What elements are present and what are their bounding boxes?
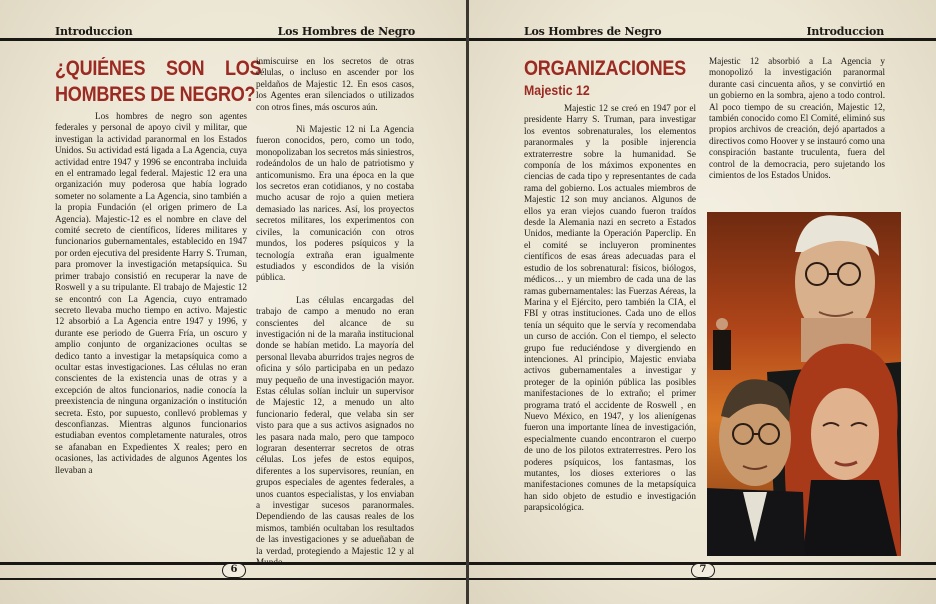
left-column-2 <box>256 56 414 568</box>
paragraph: Majestic 12 absorbió a La Agencia y monopolizó la investigación paranormal durante casi cincuenta años, y se convirtió en un gobierno en la sombra, ajeno a todo control. Al poco tiempo de su creación, Majestic 12, también conocido como El Comité, eliminó sus propios archivos de creación, dejó apartados a directivos como Hoover y se instauró como una conspiración bastante truculenta, fuera del control de la democracia, pero sujetando los cimientos de los Estados Unidos. <box>709 56 885 181</box>
section-subtitle: Majestic 12 <box>524 82 590 98</box>
page-title: ORGANIZACIONES <box>524 57 686 80</box>
right-column-1 <box>524 56 696 514</box>
header-book-title: Los Hombres de Negro <box>524 25 662 38</box>
footer-rule <box>469 578 936 580</box>
page-number: 7 <box>691 563 715 578</box>
paragraph: inmiscuirse en los secretos de otras células, o incluso en ascender por los peldaños de Majestic 12. En esos casos, los Agentes eran silenciados o utilizados con otros fines, más oscuros aún. <box>256 56 414 112</box>
right-column-2 <box>709 56 885 181</box>
illustration-art <box>707 212 901 556</box>
running-header <box>55 24 415 38</box>
paragraph: Los hombres de negro son agentes federales y personal de apoyo civil y militar, que investigan la actividad paranormal en los Estados Unidos. Su actividad está ligada a La Agencia, cuya actividad entre 1947 y 1996 se encontraba incluida en el entramado legal federal. Majestic 12 era una organización muy poderosa que había logrado someter no solamente a La Agencia, sino también a la propia Fundación (el origen primero de La Agencia). Majestic-12 es el nombre en clave del comité secreto de científicos, líderes militares y funcionarios gubernamentales, establecido en 1947 por orden ejecutiva del presidente Harry S. Truman, para promover la investigación metapsíquica. Su primer trabajo consistió en recuperar la nave de Roswell y a su tripulante. El trabajo de Majestic 12 se encontró con La Agencia, cuyo entramado secreto llevaba mucho tiempo en activo. Majestic 12 absorbió a La Agencia entre 1947 y 1996, y durante ese periodo de Guerra Fría, un oscuro y amplio conjunto de organizaciones ocultas se dedico tanto a investigar la metapsíquica como a ocultar estas investigaciones. Las células no eran conscientes de la existencia unas de otras y a excepción de altos funcionarios, nadie conocía la preexistencia de ninguna organización o institución secreta. Esto, por supuesto, conllevó problemas y desconfianzas. Mientras algunos funcionarios estudiaban eventos completamente naturales, otros se afanaban en Expedientes X reales; pero en ocasiones, las actividades de algunos Agentes los llevaban a <box>55 111 247 475</box>
paragraph: Ni Majestic 12 ni La Agencia fueron conocidos, pero, como un todo, monopolizaban los secretos más siniestros, rodeándolos de un halo de patriotismo y anticomunismo. Era una época en la que los secretos eran cotidianos, y no costaba mucho acusar de rojo a quien metiera demasiado las narices. Así, los proyectos secretos militares, los experimentos con civiles, la comunicación con otros mundos, los poderes psíquicos y la tecnología extraña eran igualmente estudiados y escondidos de la visión pública. <box>256 124 414 283</box>
header-section: Introduccion <box>55 25 133 38</box>
header-section: Introduccion <box>806 25 884 38</box>
footer-rule <box>0 578 467 580</box>
left-column-1 <box>55 56 262 476</box>
header-book-title: Los Hombres de Negro <box>277 25 415 38</box>
header-rule <box>469 38 936 41</box>
paragraph: Majestic 12 se creó en 1947 por el presidente Harry S. Truman, para investigar los eventos sobrenaturales, los elementos paranormales y la posible injerencia extraterrestre sobre la humanidad. Se componía de los máximos exponentes en ciencias de cada tipo y representantes de cada rama del gobierno. Los actuales miembros de Majestic 12 son muy ancianos. Algunos de ellos ya eran viejos cuando fueron traídos desde la Alemania nazi en secreto a Estados Unidos, mediante la Operación Paperclip. En el comité se incluyeron prominentes científicos de esas áreas adecuadas para el estudio de los sobrenatural: físicos, biólogos, médicos… y un miembro de cada una de las ramas gubernamentales: las Fuerzas Aéreas, la Marina y el Ejército, pero también la CIA, el FBI y otras instituciones. Cada uno de ellos tenía un séquito que le servía y recomendaba un curso de acción. Con el tiempo, el selecto grupo fue reduciéndose y divergiendo en intenciones. Al principio, Majestic enviaba activos gubernamentales a investigar y proteger de la opinión pública las posibles manifestaciones de lo extraño; el primer programa trató el accidente de Roswell , en Nuevo México, en 1947, y los alienígenas fueron una importante línea de investigación, especialmente cuando encontraron el cuerpo de uno de los pilotos extraterrestres. Pero los poderes psíquicos, los fantasmas, los mutantes, los dioses exteriores o las manifestaciones comunes de la metapsíquica han sido objeto de estudio e investigación parapsicológica. <box>524 103 696 513</box>
left-page <box>0 0 467 604</box>
page-number: 6 <box>222 563 246 578</box>
right-page <box>469 0 936 604</box>
header-rule <box>0 38 467 41</box>
men-in-black-illustration <box>707 212 901 556</box>
page-title: ¿QUIÉNES SON LOS HOMBRES DE NEGRO? <box>55 57 262 106</box>
paragraph: Las células encargadas del trabajo de campo a menudo no eran conscientes del alcance de su investigación ni de la maraña institucional donde se habían metido. La mayoría del personal llevaba aburridos trajes negros de oficina y sólo participaba en un pedazo muy pequeño de una investigación mayor. Estas células solían incluir un supervisor de Majestic 12, a menudo un alto funcionario federal, que velaba sin ser visto para que a sus activos asignados no les pasara nada malo, pero que tampoco lograran desenterrar secretos de otras células. Los jefes de estos equipos, diferentes a los supervisores, reunían, en grupos especiales de agentes federales, a unos cuantos especialistas, y los enviaban a investigar sucesos paranormales. Dependiendo de las causas reales de los mismos, también ocultaban los resultados de las investigaciones y se adueñaban de la verdad, protegiendo a Majestic 12 y al <box>256 294 414 556</box>
running-header <box>524 24 884 38</box>
